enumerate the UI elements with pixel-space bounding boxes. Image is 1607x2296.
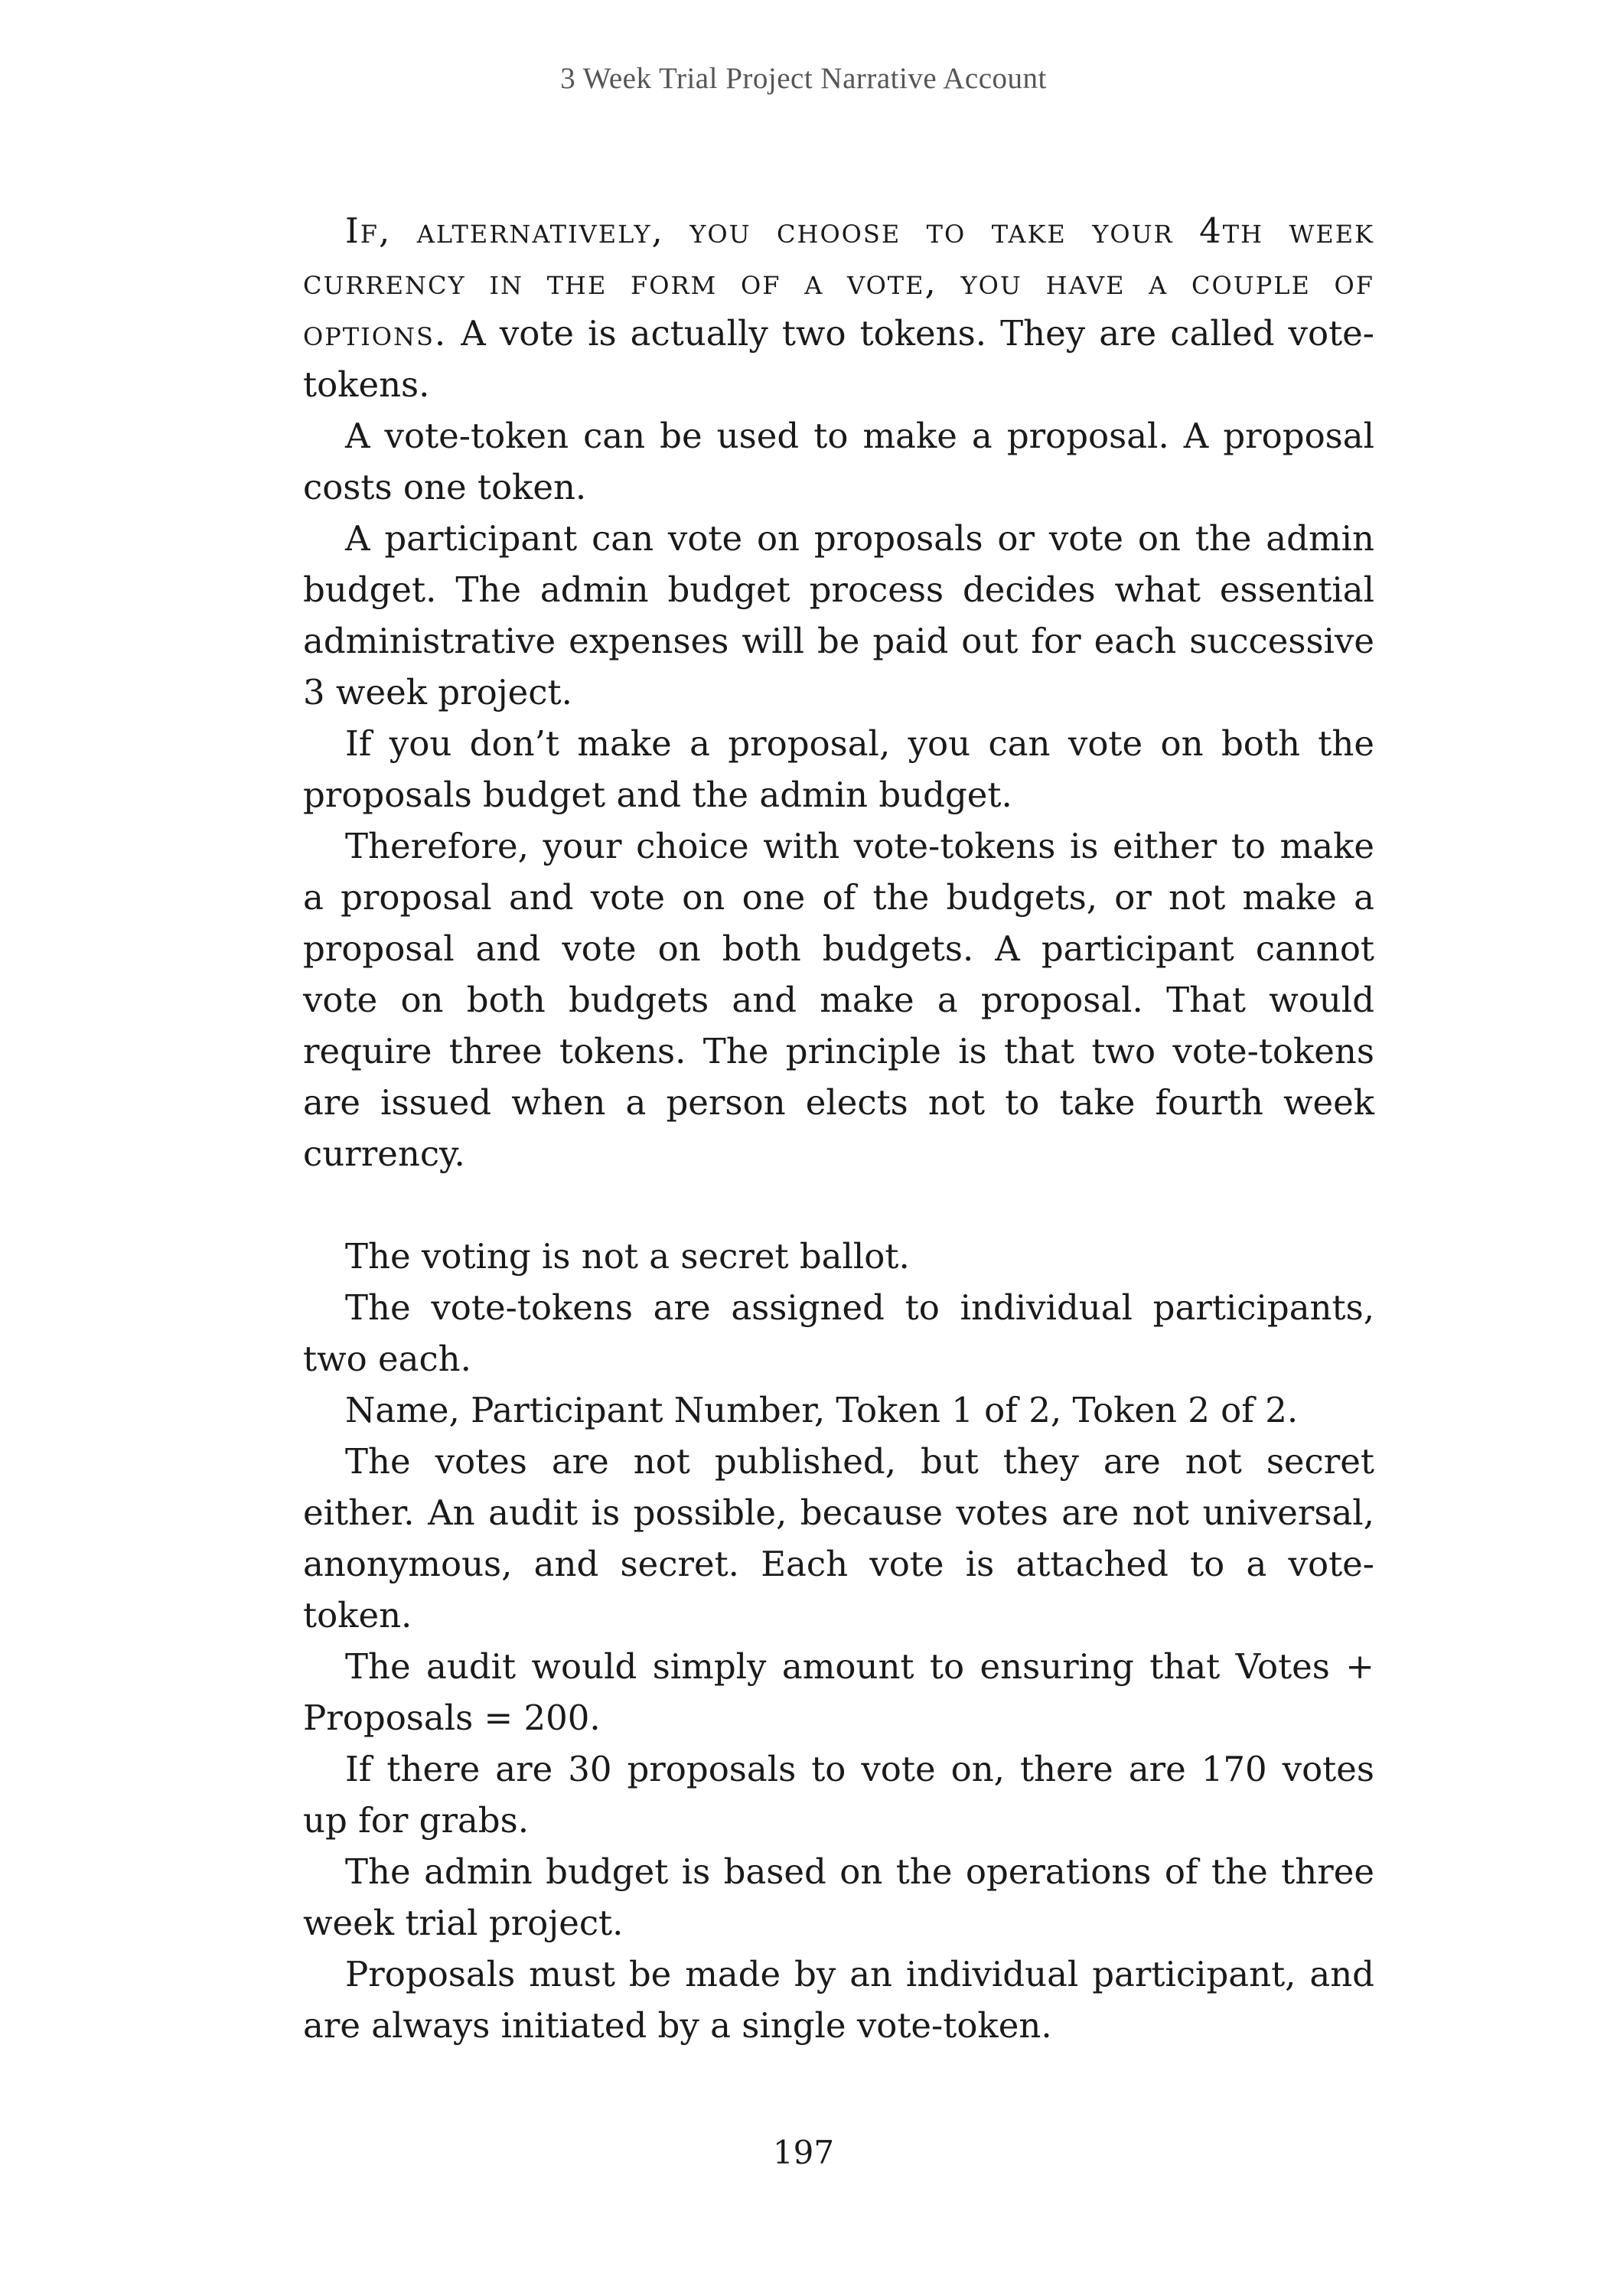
paragraph: The vote-tokens are assigned to individual participants, two each. — [303, 1287, 1374, 1379]
paragraph: The audit would simply amount to ensuring that Votes + Proposals = 200. — [303, 1646, 1374, 1738]
opening-paragraph — [303, 205, 1374, 410]
paragraph: If there are 30 proposals to vote on, there are 170 votes up for grabs. — [303, 1749, 1374, 1841]
paragraph: If you don’t make a proposal, you can vote on both the proposals budget and the admin budget. — [303, 723, 1374, 815]
paragraph: The voting is not a secret ballot. — [345, 1236, 910, 1277]
paragraph: Therefore, your choice with vote-tokens is either to make a proposal and vote on one of the budgets, or not make a proposal and vote on both budgets. A participant cannot vote on both budgets and make a proposal. That would require three tokens. The principle is that two vote-tokens are issued when a person elects not to take fourth week currency. — [303, 826, 1374, 1174]
body-text — [303, 205, 1374, 2051]
paragraph: A vote-token can be used to make a proposal. A proposal costs one token. — [303, 416, 1374, 507]
paragraph: Name, Participant Number, Token 1 of 2, Token 2 of 2. — [345, 1390, 1299, 1430]
section-break — [303, 1179, 1374, 1231]
paragraph: Proposals must be made by an individual participant, and are always initiated by a single vote-token. — [303, 1954, 1374, 2046]
page-number: 197 — [772, 2134, 835, 2171]
small-caps-lead-in: If, alternatively, you choose to take your 4th week currency in the form of a vote, you have a couple of options. — [303, 210, 1374, 354]
paragraph: The votes are not published, but they are not secret either. An audit is possible, because votes are not universal, anonymous, and secret. Each vote is attached to a vote-token. — [303, 1441, 1374, 1636]
paragraph: The admin budget is based on the operations of the three week trial project. — [303, 1851, 1374, 1943]
paragraph: A participant can vote on proposals or vote on the admin budget. The admin budget process decides what essential administrative expenses will be paid out for each successive 3 week project. — [303, 518, 1374, 713]
running-head: 3 Week Trial Project Narrative Account — [560, 62, 1047, 95]
opening-paragraph-rest: A vote is actually two tokens. They are called vote-tokens. — [303, 313, 1374, 405]
